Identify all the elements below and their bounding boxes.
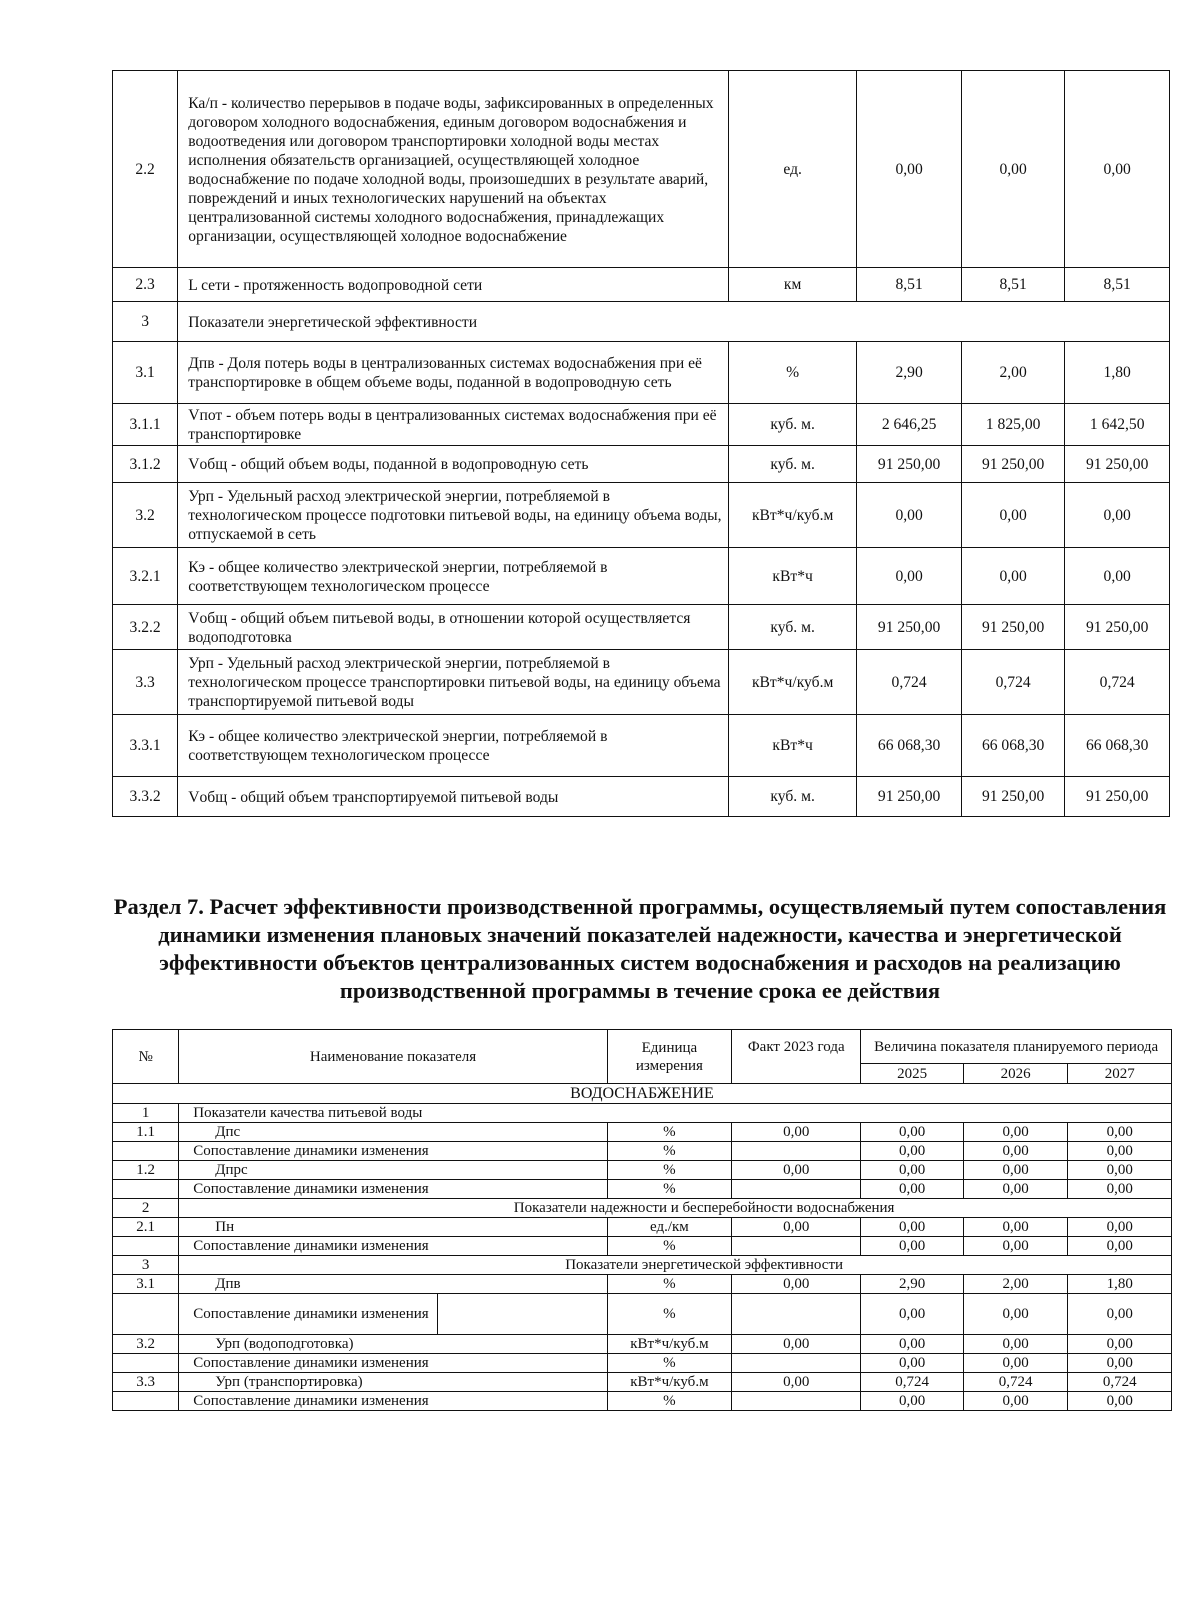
value-2026: 0,00: [961, 71, 1065, 268]
header-year-2027: 2027: [1068, 1064, 1172, 1084]
header-year-2026: 2026: [963, 1064, 1068, 1084]
row-unit: кВт*ч/куб.м: [607, 1373, 731, 1392]
row-unit: ед./км: [607, 1218, 731, 1237]
value-2026: 0,00: [963, 1335, 1068, 1354]
value-2026: 2,00: [963, 1275, 1068, 1294]
row-name: Урп (транспортировка): [179, 1373, 608, 1392]
value-2025: 0,00: [857, 71, 962, 268]
row-name: Сопоставление динамики изменения: [179, 1142, 608, 1161]
row-name: Сопоставление динамики изменения: [179, 1392, 608, 1411]
empty-cell: [438, 1294, 608, 1335]
value-2026: 1 825,00: [961, 404, 1065, 446]
value-2025: 2 646,25: [857, 404, 962, 446]
comparison-row: [113, 1392, 1172, 1411]
empty-cell: [113, 1180, 179, 1199]
section-name: Показатели надежности и бесперебойности водоснабжения: [179, 1199, 1172, 1218]
value-2025: 0,00: [861, 1354, 963, 1373]
row-name: Сопоставление динамики изменения: [179, 1294, 438, 1335]
table-row: [113, 1161, 1172, 1180]
row-number: 3: [113, 1256, 179, 1275]
value-2025: 0,00: [861, 1123, 963, 1142]
row-name: Кэ - общее количество электрической энергии, потребляемой в соответствующем технологическом процессе: [178, 548, 729, 605]
section-row: [113, 1199, 1172, 1218]
table-row: [113, 1373, 1172, 1392]
row-number: 3.3.2: [113, 777, 178, 817]
row-name: Сопоставление динамики изменения: [179, 1354, 608, 1373]
value-2025: 0,00: [861, 1161, 963, 1180]
value-2027: 0,00: [1065, 483, 1170, 548]
value-2026: 0,00: [963, 1237, 1068, 1256]
value-2027: 0,00: [1068, 1180, 1172, 1199]
value-2025: 0,00: [861, 1392, 963, 1411]
comparison-row: [113, 1354, 1172, 1373]
value-2027: 0,00: [1068, 1335, 1172, 1354]
row-unit: %: [607, 1354, 731, 1373]
section-title: Раздел 7. Расчет эффективности производственной программы, осуществляемый путем сопоставления динамики изменения плановых значений показателей надежности, качества и энергетической эффективности объектов централизованных систем водоснабжения и расходов на реализацию производственной программы в течение срока ее действия: [113, 894, 1167, 1003]
value-2026: 0,00: [961, 548, 1065, 605]
row-number: 3.3.1: [113, 715, 178, 777]
value-2027: 66 068,30: [1065, 715, 1170, 777]
value-2027: 91 250,00: [1065, 446, 1170, 483]
table-row: [113, 605, 1170, 650]
value-2025: 66 068,30: [857, 715, 962, 777]
header-fact: Факт 2023 года: [732, 1030, 861, 1084]
row-name: Vобщ - общий объем воды, поданной в водопроводную сеть: [178, 446, 729, 483]
value-2027: 1 642,50: [1065, 404, 1170, 446]
value-2027: 0,00: [1065, 71, 1170, 268]
band-title: ВОДОСНАБЖЕНИЕ: [113, 1084, 1172, 1104]
section-row: [113, 302, 1170, 342]
row-number: 3: [113, 302, 178, 342]
empty-cell: [732, 1142, 861, 1161]
value-2025: 8,51: [857, 268, 962, 302]
value-2025: 91 250,00: [857, 446, 962, 483]
value-2027: 0,00: [1068, 1218, 1172, 1237]
value-2025: 0,00: [857, 548, 962, 605]
table-row: [113, 1335, 1172, 1354]
row-number: 3.2.2: [113, 605, 178, 650]
comparison-row: [113, 1142, 1172, 1161]
efficiency-table: [112, 1029, 1172, 1411]
row-unit: кВт*ч/куб.м: [728, 483, 856, 548]
row-number: 3.2: [113, 483, 178, 548]
row-number: 3.1.1: [113, 404, 178, 446]
value-2025: 0,00: [861, 1237, 963, 1256]
value-2025: 0,00: [861, 1218, 963, 1237]
row-fact: 0,00: [732, 1218, 861, 1237]
row-unit: кВт*ч: [728, 715, 856, 777]
section-row: [113, 1256, 1172, 1275]
value-2025: 91 250,00: [857, 605, 962, 650]
row-name: Урп (водоподготовка): [179, 1335, 608, 1354]
value-2026: 91 250,00: [961, 605, 1065, 650]
value-2027: 8,51: [1065, 268, 1170, 302]
value-2026: 0,00: [963, 1354, 1068, 1373]
value-2026: 0,00: [963, 1180, 1068, 1199]
row-name: Урп - Удельный расход электрической энергии, потребляемой в технологическом процессе подготовки питьевой воды, на единицу объема воды, отпускаемой в сеть: [178, 483, 729, 548]
row-name: Сопоставление динамики изменения: [179, 1237, 608, 1256]
header-planned: Величина показателя планируемого периода: [861, 1030, 1172, 1064]
row-unit: %: [607, 1392, 731, 1411]
value-2026: 0,00: [963, 1142, 1068, 1161]
empty-cell: [113, 1354, 179, 1373]
comparison-row: [113, 1180, 1172, 1199]
value-2026: 66 068,30: [961, 715, 1065, 777]
value-2027: 0,00: [1065, 548, 1170, 605]
value-2027: 0,00: [1068, 1354, 1172, 1373]
row-unit: куб. м.: [728, 605, 856, 650]
row-number: 1.2: [113, 1161, 179, 1180]
table-row: [113, 777, 1170, 817]
empty-cell: [113, 1392, 179, 1411]
empty-cell: [113, 1142, 179, 1161]
comparison-row: [113, 1294, 1172, 1335]
row-unit: кВт*ч/куб.м: [728, 650, 856, 715]
table-row: [113, 268, 1170, 302]
value-2025: 0,724: [861, 1373, 963, 1392]
value-2025: 0,00: [861, 1294, 963, 1335]
table-row: [113, 446, 1170, 483]
row-unit: %: [607, 1123, 731, 1142]
row-unit: куб. м.: [728, 777, 856, 817]
row-name: Дпс: [179, 1123, 608, 1142]
row-number: 1.1: [113, 1123, 179, 1142]
row-number: 1: [113, 1104, 179, 1123]
row-unit: %: [728, 342, 856, 404]
value-2025: 2,90: [857, 342, 962, 404]
value-2026: 0,724: [961, 650, 1065, 715]
row-name: Vобщ - общий объем питьевой воды, в отношении которой осуществляется водоподготовка: [178, 605, 729, 650]
row-unit: %: [607, 1161, 731, 1180]
row-unit: куб. м.: [728, 446, 856, 483]
value-2026: 0,00: [963, 1123, 1068, 1142]
table-row: [113, 715, 1170, 777]
value-2026: 0,00: [963, 1392, 1068, 1411]
row-unit: кВт*ч: [728, 548, 856, 605]
row-number: 3.2: [113, 1335, 179, 1354]
header-unit: Единица измерения: [607, 1030, 731, 1084]
table-row: [113, 1275, 1172, 1294]
table-row: [113, 548, 1170, 605]
row-name: Дпрс: [179, 1161, 608, 1180]
value-2026: 8,51: [961, 268, 1065, 302]
value-2027: 0,724: [1065, 650, 1170, 715]
row-name: Урп - Удельный расход электрической энергии, потребляемой в технологическом процессе транспортировки питьевой воды, на единицу объема транспортируемой питьевой воды: [178, 650, 729, 715]
row-name: L сети - протяженность водопроводной сети: [178, 268, 729, 302]
value-2027: 1,80: [1065, 342, 1170, 404]
value-2026: 91 250,00: [961, 777, 1065, 817]
table-row: [113, 342, 1170, 404]
value-2027: 0,00: [1068, 1392, 1172, 1411]
value-2027: 1,80: [1068, 1275, 1172, 1294]
row-unit: %: [607, 1275, 731, 1294]
value-2025: 0,00: [861, 1180, 963, 1199]
row-fact: 0,00: [732, 1373, 861, 1392]
header-year-2025: 2025: [861, 1064, 963, 1084]
value-2027: 0,00: [1068, 1161, 1172, 1180]
row-fact: 0,00: [732, 1335, 861, 1354]
header-row: [113, 1030, 1172, 1064]
row-name: Дпв: [179, 1275, 608, 1294]
empty-cell: [732, 1392, 861, 1411]
value-2026: 0,724: [963, 1373, 1068, 1392]
value-2025: 0,00: [861, 1142, 963, 1161]
header-number: №: [113, 1030, 179, 1084]
section-name: Показатели энергетической эффективности: [178, 302, 1170, 342]
table-row: [113, 404, 1170, 446]
row-unit: %: [607, 1237, 731, 1256]
indicators-table: [112, 70, 1170, 817]
value-2026: 2,00: [961, 342, 1065, 404]
row-name: Дпв - Доля потерь воды в централизованных системах водоснабжения при её транспортировке в общем объеме воды, поданной в водопроводную сеть: [178, 342, 729, 404]
value-2027: 91 250,00: [1065, 777, 1170, 817]
value-2027: 91 250,00: [1065, 605, 1170, 650]
row-unit: кВт*ч/куб.м: [607, 1335, 731, 1354]
value-2026: 0,00: [963, 1161, 1068, 1180]
row-name: Vобщ - общий объем транспортируемой питьевой воды: [178, 777, 729, 817]
row-unit: км: [728, 268, 856, 302]
row-fact: 0,00: [732, 1123, 861, 1142]
value-2027: 0,00: [1068, 1237, 1172, 1256]
value-2025: 91 250,00: [857, 777, 962, 817]
table-row: [113, 483, 1170, 548]
row-unit: %: [607, 1142, 731, 1161]
value-2027: 0,00: [1068, 1294, 1172, 1335]
band-row: [113, 1084, 1172, 1104]
value-2026: 0,00: [963, 1294, 1068, 1335]
row-number: 3.2.1: [113, 548, 178, 605]
value-2025: 0,00: [861, 1335, 963, 1354]
row-number: 2.1: [113, 1218, 179, 1237]
value-2027: 0,00: [1068, 1142, 1172, 1161]
comparison-row: [113, 1237, 1172, 1256]
row-name: Пн: [179, 1218, 608, 1237]
row-number: 3.3: [113, 1373, 179, 1392]
value-2026: 91 250,00: [961, 446, 1065, 483]
section-name: Показатели энергетической эффективности: [179, 1256, 1172, 1275]
table-row: [113, 1218, 1172, 1237]
row-unit: %: [607, 1180, 731, 1199]
value-2027: 0,00: [1068, 1123, 1172, 1142]
value-2026: 0,00: [963, 1218, 1068, 1237]
row-fact: 0,00: [732, 1275, 861, 1294]
row-unit: куб. м.: [728, 404, 856, 446]
row-name: Vпот - объем потерь воды в централизованных системах водоснабжения при её транспортировке: [178, 404, 729, 446]
value-2027: 0,724: [1068, 1373, 1172, 1392]
row-fact: 0,00: [732, 1161, 861, 1180]
row-number: 2.2: [113, 71, 178, 268]
value-2025: 2,90: [861, 1275, 963, 1294]
value-2025: 0,724: [857, 650, 962, 715]
row-name: Сопоставление динамики изменения: [179, 1180, 608, 1199]
header-name: Наименование показателя: [179, 1030, 608, 1084]
empty-cell: [113, 1294, 179, 1335]
table-row: [113, 1123, 1172, 1142]
value-2025: 0,00: [857, 483, 962, 548]
section-row: [113, 1104, 1172, 1123]
row-number: 3.1: [113, 342, 178, 404]
table-row: [113, 71, 1170, 268]
row-number: 3.3: [113, 650, 178, 715]
row-unit: ед.: [728, 71, 856, 268]
row-unit: %: [607, 1294, 731, 1335]
empty-cell: [113, 1237, 179, 1256]
value-2026: 0,00: [961, 483, 1065, 548]
section-name: Показатели качества питьевой воды: [179, 1104, 1172, 1123]
row-number: 2: [113, 1199, 179, 1218]
empty-cell: [732, 1294, 861, 1335]
empty-cell: [732, 1237, 861, 1256]
row-number: 2.3: [113, 268, 178, 302]
empty-cell: [732, 1354, 861, 1373]
row-name: Ка/п - количество перерывов в подаче воды, зафиксированных в определенных договором холодного водоснабжения, единым договором водоснабжения и водоотведения или договором транспортировки холодной воды местах исполнения обязательств организацией, осуществляющей холодное водоснабжение по подаче холодной воды, произошедших в результате аварий, повреждений и иных технологических нарушений на объектах централизованной системы холодного водоснабжения, принадлежащих организации, осуществляющей холодное водоснабжение: [178, 71, 729, 268]
row-name: Кэ - общее количество электрической энергии, потребляемой в соответствующем технологическом процессе: [178, 715, 729, 777]
table-row: [113, 650, 1170, 715]
empty-cell: [732, 1180, 861, 1199]
row-number: 3.1: [113, 1275, 179, 1294]
row-number: 3.1.2: [113, 446, 178, 483]
